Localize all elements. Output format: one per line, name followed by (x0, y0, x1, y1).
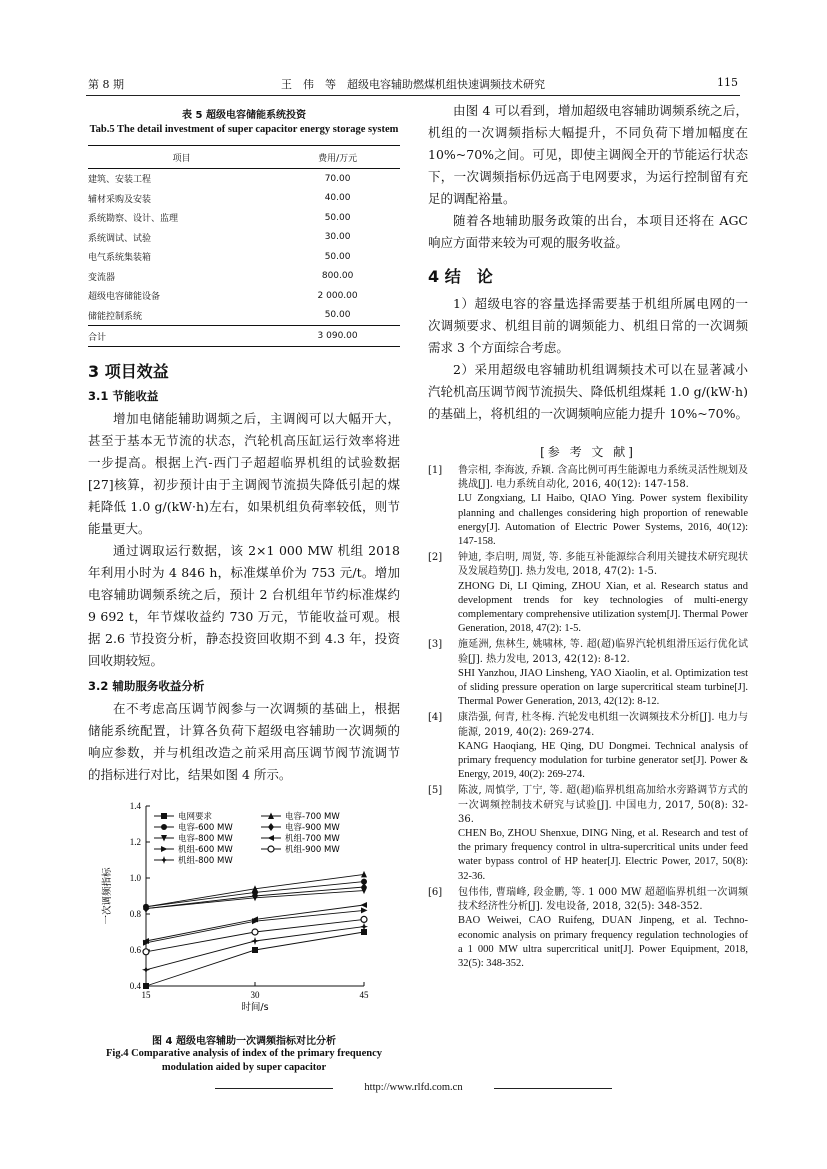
row-cost: 800.00 (321, 271, 354, 282)
row-cost: 30.00 (324, 232, 351, 243)
legend-marker (268, 823, 274, 831)
row-item: 辅材采购及安装 (88, 194, 152, 205)
data-point (143, 949, 149, 955)
references-heading: [参 考 文 献] (540, 445, 636, 459)
reference-item (428, 711, 748, 782)
header-rule (86, 95, 740, 96)
x-tick-label: 30 (250, 990, 260, 1000)
figure4 (88, 794, 400, 1075)
section31-para1: 增加电储能辅助调频之后，主调阀可以大幅开大，甚至于基本无节流的状态，汽轮机高压缸运行效率将进一步提高。根据上汽-西门子超超临界机组的试验数据[27]核算，初步预计由于主调阀节流损失降低引起的煤耗降低 1.0 g/(kW·h)左右，如果机组负荷率较低，则节能量更大。 (88, 411, 400, 536)
data-point (361, 916, 367, 922)
ref-number: [6] (428, 886, 443, 898)
table-row (88, 208, 400, 228)
data-point (252, 929, 258, 935)
section3-title: 3 项目效益 (88, 362, 169, 381)
ref-number: [3] (428, 639, 443, 651)
table-row (88, 247, 400, 267)
figure4-caption-cn: 图 4 超级电容辅助一次调频指标对比分析 (152, 1036, 336, 1047)
col-header-item: 项目 (88, 146, 275, 169)
reference-item (428, 551, 748, 636)
ref-en: KANG Haoqiang, HE Qing, DU Dongmei. Technical analysis of primary frequency modulation for turbine generator set[J]. Power & Energy, 2019, 40(2): 269-274. (458, 740, 748, 781)
investment-table (88, 145, 400, 347)
reference-item (428, 784, 748, 883)
ref-en: BAO Weiwei, CAO Ruifeng, DUAN Jinpeng, et al. Techno-economic analysis on primary frequency regulation technologies of a 1 000 MW ultra supercritical unit[J]. Power Equipment, 2018, 32(5): 348-352. (458, 915, 748, 969)
conclusion-1: 1）超级电容的容量选择需要基于机组所属电网的一次调频要求、机组目前的调频能力、机组日常的一次调频需求 3 个方面综合考虑。 (428, 296, 748, 355)
legend-marker (268, 846, 274, 852)
reference-item (428, 638, 748, 709)
x-tick-label: 15 (141, 990, 151, 1000)
reference-item (428, 464, 748, 549)
agc-paragraph: 随着各地辅助服务政策的出台，本项目还将在 AGC 响应方面带来较为可观的服务收益。 (428, 213, 748, 250)
ref-en: ZHONG Di, LI Qiming, ZHOU Xian, et al. Research status and development trends for key technologies of multi-energy complementary comprehensive utilization system[J]. Thermal Power Generation, 2018, 47(2): 1-5. (458, 580, 748, 635)
section31-title: 3.1 节能收益 (88, 389, 159, 403)
data-point (252, 947, 258, 953)
data-point (142, 966, 150, 974)
ref-cn: 鲁宗相, 李海波, 乔颖. 含高比例可再生能源电力系统灵活性规划及挑战[J]. 电力系统自动化, 2016, 40(12): 147-158. (458, 465, 748, 491)
y-tick-label: 0.6 (129, 945, 141, 955)
row-item: 电气系统集装箱 (88, 253, 152, 264)
row-item: 系统勘察、设计、监理 (88, 214, 179, 225)
table-row (88, 189, 400, 209)
ref-cn: 包伟伟, 曹瑞峰, 段金鹏, 等. 1 000 MW 超超临界机组一次调频技术经济性分析[J]. 发电设备, 2018, 32(5): 348-352. (458, 886, 748, 913)
ref-number: [1] (428, 465, 443, 476)
page-number: 115 (717, 76, 738, 89)
ref-number: [5] (428, 785, 443, 797)
legend-marker (161, 813, 167, 819)
legend-label: 机组-900 MW (285, 845, 340, 855)
table-row (88, 267, 400, 287)
legend-label: 电容-800 MW (178, 834, 233, 844)
legend-label: 电容-600 MW (178, 823, 233, 833)
legend-label: 电网要求 (178, 812, 213, 822)
conclusion-2: 2）采用超级电容辅助机组调频技术可以在显著减小汽轮机高压调节阀节流损失、降低机组煤耗 1.0 g/(kW·h)的基础上，将机组的一次调频响应能力提升 10%~70%。 (428, 362, 749, 421)
row-cost: 50.00 (324, 310, 351, 321)
y-axis-label: 一次调频指标 (102, 867, 113, 925)
data-point (361, 902, 368, 908)
row-item: 建筑、安装工程 (88, 175, 152, 186)
ref-cn: 康浩强, 何青, 杜冬梅. 汽轮发电机组一次调频技术分析[J]. 电力与能源, 2019, 40(2): 269-274. (458, 712, 748, 738)
legend-label: 机组-800 MW (178, 856, 233, 866)
legend-label: 电容-700 MW (285, 812, 340, 822)
table-total-row (88, 326, 400, 347)
footer-rule-right (494, 1088, 612, 1089)
row-item: 系统调试、试验 (88, 233, 152, 244)
ref-en: SHI Yanzhou, JIAO Linsheng, YAO Xiaolin, et al. Optimization test of sliding pressure operation on large supercritical steam turbine[J]. Thermal Power Generation, 2013, 42(12): 8-12. (458, 667, 748, 708)
fig4-discussion: 由图 4 可以看到，增加超级电容辅助调频系统之后，机组的一次调频指标大幅提升，不同负荷下增加幅度在 10%~70%之间。可见，即使主调阀全开的节能运行状态下，一次调频指标仍远高于电网要求，为运行控制留有充足的调配裕量。 (428, 103, 748, 206)
y-tick-label: 1.2 (129, 837, 141, 847)
figure4-caption-en: Fig.4 Comparative analysis of index of the primary frequency modulation aided by super capacitor (106, 1048, 382, 1073)
row-cost: 50.00 (324, 251, 351, 262)
table-row (88, 169, 400, 189)
data-point (361, 907, 368, 913)
section32-para1: 在不考虑高压调节阀参与一次调频的基础上，根据储能系统配置，计算各负荷下超级电容辅助一次调频的响应参数，并与机组改造之前采用高压调节阀节流调节的指标进行对比，结果如图 4 所示。 (88, 701, 400, 782)
running-title: 王 伟 等 超级电容辅助燃煤机组快速调频技术研究 (281, 78, 545, 91)
y-tick-label: 1.4 (129, 801, 141, 811)
ref-number: [4] (428, 712, 443, 724)
ref-en: CHEN Bo, ZHOU Shenxue, DING Ning, et al. Research and test of the primary frequency control in ultra-supercritical units under feed water bypass control of HP heater[J]. Electric Power, 2017, 50(8): 32-36. (458, 828, 748, 882)
data-point (143, 983, 149, 989)
x-axis-label: 时间/s (241, 1002, 269, 1013)
ref-cn: 陈波, 周慎学, 丁宁, 等. 超(超)临界机组高加给水旁路调节方式的一次调频控制技术研究与试验[J]. 中国电力, 2017, 50(8): 32-36. (458, 785, 748, 825)
section31-para2: 通过调取运行数据，该 2×1 000 MW 机组 2018 年利用小时为 4 846 h，标准煤单价为 753 元/t。增加电容辅助调频系统之后，预计 2 台机组年节约标准煤约 9 692 t，年节煤收益约 730 万元，节能收益可观。根据 2.6 节投资分析，静态投资回收期不到 4.3 年，投资回收期较短。 (88, 543, 400, 668)
y-tick-label: 0.8 (129, 909, 141, 919)
row-cost: 2 000.00 (317, 290, 358, 301)
ref-en: LU Zongxiang, LI Haibo, QIAO Ying. Power system flexibility planning and challenges considering high proportion of renewable energy[J]. Automation of Electric Power Systems, 2016, 40(12): 147-158. (458, 493, 748, 548)
row-cost: 40.00 (324, 193, 351, 204)
issue-label: 第 8 期 (88, 78, 124, 91)
table5-caption-cn: 表 5 超级电容储能系统投资 (182, 110, 306, 121)
ref-cn: 钟迪, 李启明, 周贤, 等. 多能互补能源综合利用关键技术研究现状及发展趋势[J]. 热力发电, 2018, 47(2): 1-5. (458, 552, 748, 578)
legend-label: 机组-700 MW (285, 834, 340, 844)
y-tick-label: 0.4 (129, 981, 141, 991)
table5-caption-en: Tab.5 The detail investment of super capacitor energy storage system (89, 124, 399, 135)
y-tick-label: 1.0 (129, 873, 141, 883)
figure4-chart (88, 794, 400, 1024)
data-point (251, 937, 259, 945)
legend-label: 机组-600 MW (178, 845, 233, 855)
row-cost: 70.00 (324, 173, 351, 184)
legend-marker (268, 835, 275, 841)
legend-marker (160, 856, 168, 864)
table-row (88, 306, 400, 326)
reference-list (428, 464, 748, 971)
table-row (88, 228, 400, 248)
total-value: 3 090.00 (275, 326, 400, 347)
row-cost: 50.00 (324, 212, 351, 223)
reference-item (428, 886, 748, 971)
total-label: 合计 (88, 326, 275, 347)
legend-label: 电容-900 MW (285, 823, 340, 833)
right-column (428, 100, 748, 973)
col-header-cost: 费用/万元 (275, 146, 400, 169)
legend-marker (161, 846, 168, 852)
x-tick-label: 45 (359, 990, 369, 1000)
section32-title: 3.2 辅助服务收益分析 (88, 679, 205, 693)
row-item: 变流器 (88, 272, 116, 283)
table-row (88, 286, 400, 306)
section4-title: 4 结 论 (428, 267, 493, 286)
left-column (88, 100, 400, 1075)
ref-number: [2] (428, 552, 443, 564)
legend-marker (161, 824, 167, 830)
ref-cn: 施延洲, 焦林生, 姚啸林, 等. 超(超)临界汽轮机组滑压运行优化试验[J]. 热力发电, 2013, 42(12): 8-12. (458, 639, 748, 665)
row-item: 超级电容储能设备 (88, 292, 161, 303)
footer-url: http://www.rlfd.com.cn (364, 1082, 463, 1093)
row-item: 储能控制系统 (88, 311, 143, 322)
data-point (361, 871, 367, 878)
